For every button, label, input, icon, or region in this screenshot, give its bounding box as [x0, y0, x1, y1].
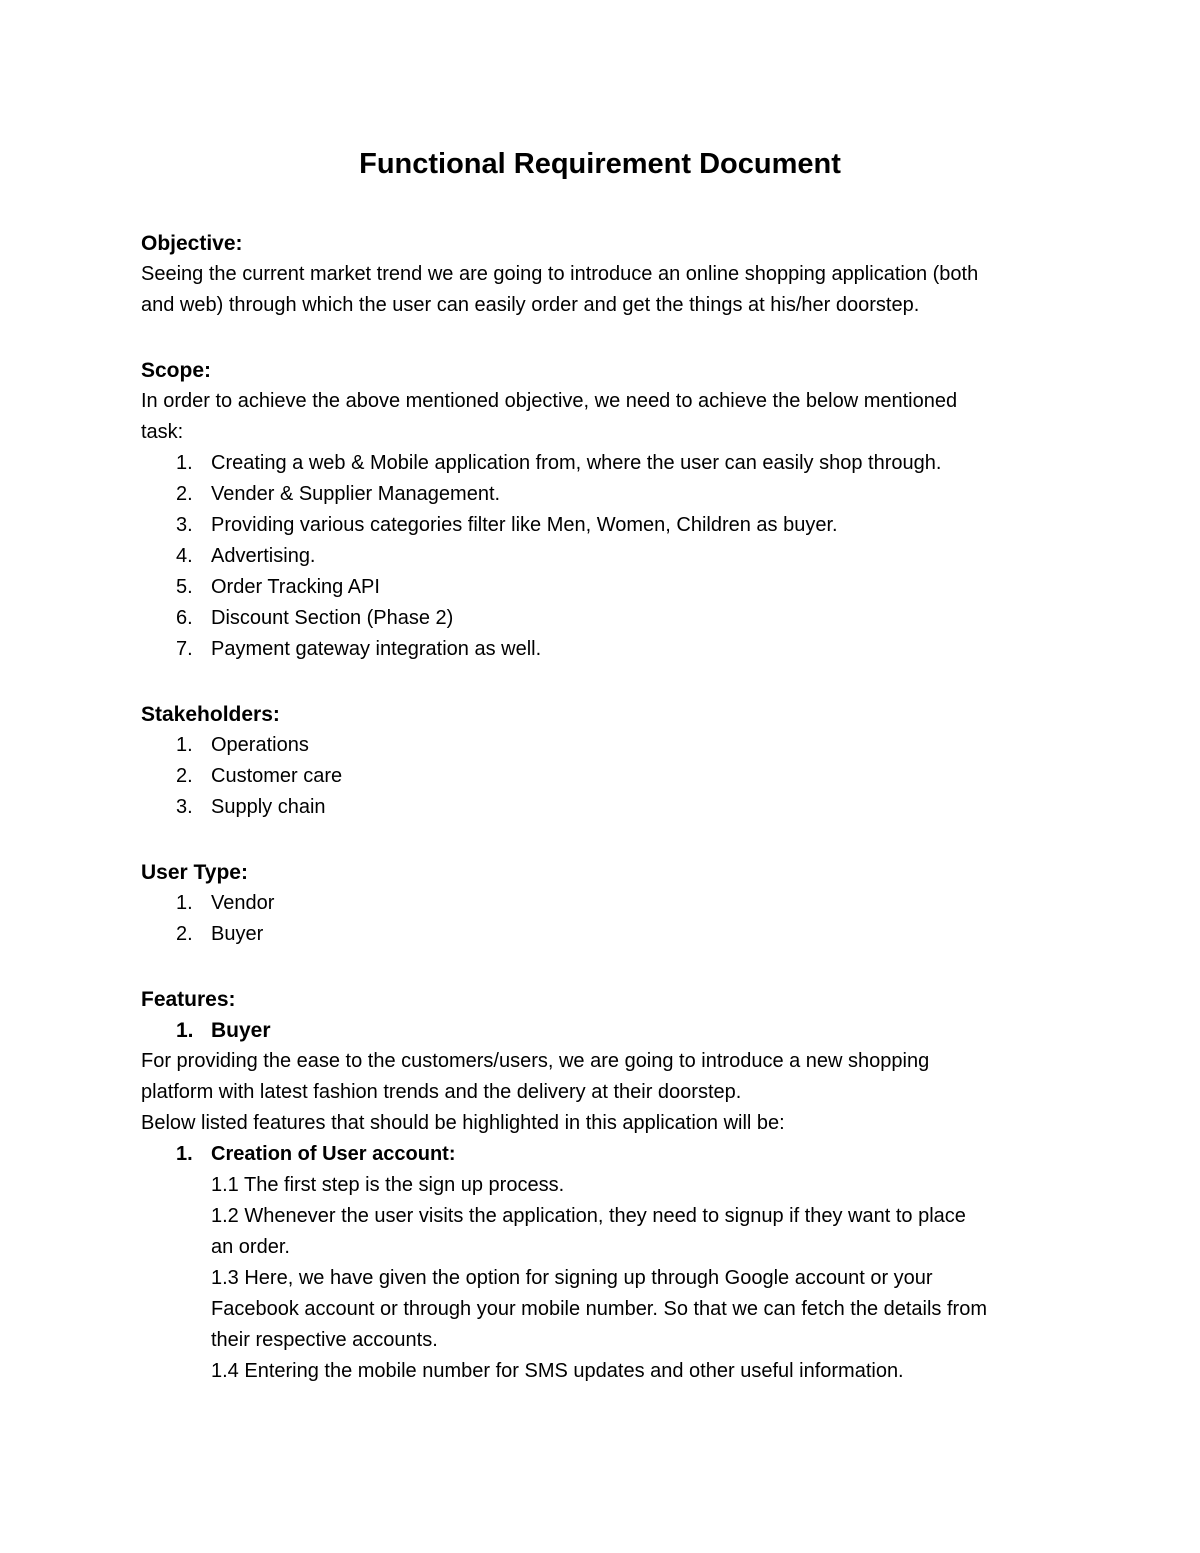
- list-item: [141, 919, 1071, 950]
- sub-list-line: Facebook account or through your mobile number. So that we can fetch the details from: [211, 1298, 987, 1320]
- features-line: Below listed features that should be highlighted in this application will be:: [141, 1112, 785, 1134]
- document-title: Functional Requirement Document: [359, 148, 841, 180]
- list-item-text: Buyer: [211, 1019, 271, 1042]
- list-item-text: Creation of User account:: [211, 1143, 456, 1165]
- list-number: 1.: [176, 452, 193, 474]
- list-item: [141, 792, 1071, 823]
- feature-account-item: [141, 1139, 1071, 1170]
- list-number: 2.: [176, 483, 193, 505]
- scope-line: task:: [141, 421, 184, 443]
- user-type-heading: User Type:: [141, 861, 248, 884]
- sub-list-line: their respective accounts.: [211, 1329, 438, 1351]
- sub-list-line: an order.: [211, 1236, 290, 1258]
- stakeholders-list: [141, 730, 1071, 823]
- list-item: [141, 448, 1071, 479]
- list-number: 4.: [176, 545, 193, 567]
- user-type-section: [141, 857, 1071, 950]
- list-item: [141, 603, 1071, 634]
- list-item-text: Vendor: [211, 892, 275, 914]
- feature-buyer-item: [141, 1015, 1071, 1046]
- list-item: [141, 634, 1071, 665]
- list-number: 1.: [176, 1143, 193, 1165]
- list-item-text: Advertising.: [211, 545, 316, 567]
- features-top-list: [141, 1015, 1071, 1046]
- list-number: 1.: [176, 1019, 194, 1042]
- scope-list: [141, 448, 1071, 665]
- list-number: 3.: [176, 514, 193, 536]
- list-item: [141, 761, 1071, 792]
- scope-heading: Scope:: [141, 359, 212, 382]
- list-item-text: Payment gateway integration as well.: [211, 638, 542, 660]
- list-number: 5.: [176, 576, 193, 598]
- list-number: 2.: [176, 923, 193, 945]
- scope-section: [141, 355, 1071, 665]
- list-item: [141, 730, 1071, 761]
- stakeholders-section: [141, 699, 1071, 823]
- list-number: 7.: [176, 638, 193, 660]
- list-number: 1.: [176, 892, 193, 914]
- list-item-text: Operations: [211, 734, 309, 756]
- objective-line: and web) through which the user can easily order and get the things at his/her doorstep.: [141, 294, 920, 316]
- list-item: [141, 479, 1071, 510]
- sub-list-line: 1.4 Entering the mobile number for SMS updates and other useful information.: [211, 1360, 904, 1382]
- list-item-text: Vender & Supplier Management.: [211, 483, 501, 505]
- list-item-text: Discount Section (Phase 2): [211, 607, 454, 629]
- features-line: For providing the ease to the customers/users, we are going to introduce a new shopping: [141, 1050, 930, 1072]
- features-line: platform with latest fashion trends and the delivery at their doorstep.: [141, 1081, 742, 1103]
- objective-section: [141, 228, 1071, 321]
- list-item: [141, 541, 1071, 572]
- list-item-text: Creating a web & Mobile application from, where the user can easily shop through.: [211, 452, 942, 474]
- list-item-text: Providing various categories filter like Men, Women, Children as buyer.: [211, 514, 838, 536]
- objective-heading: Objective:: [141, 232, 243, 255]
- list-item-text: Customer care: [211, 765, 343, 787]
- sub-list-line: 1.1 The first step is the sign up process.: [211, 1174, 565, 1196]
- user-type-list: [141, 888, 1071, 950]
- objective-line: Seeing the current market trend we are going to introduce an online shopping application (both: [141, 263, 979, 285]
- list-number: 6.: [176, 607, 193, 629]
- list-item-text: Supply chain: [211, 796, 326, 818]
- list-item: [141, 888, 1071, 919]
- list-item: [141, 510, 1071, 541]
- list-number: 1.: [176, 734, 193, 756]
- document-body: [141, 228, 1071, 1387]
- scope-line: In order to achieve the above mentioned objective, we need to achieve the below mentioned: [141, 390, 958, 412]
- stakeholders-heading: Stakeholders:: [141, 703, 280, 726]
- features-heading: Features:: [141, 988, 236, 1011]
- list-item-text: Buyer: [211, 923, 264, 945]
- sub-list-line: 1.3 Here, we have given the option for signing up through Google account or your: [211, 1267, 933, 1289]
- list-number: 3.: [176, 796, 193, 818]
- list-item-text: Order Tracking API: [211, 576, 380, 598]
- account-sub-list: [141, 1170, 1071, 1387]
- sub-list-line: 1.2 Whenever the user visits the application, they need to signup if they want to place: [211, 1205, 966, 1227]
- list-number: 2.: [176, 765, 193, 787]
- features-account-list: [141, 1139, 1071, 1170]
- list-item: [141, 572, 1071, 603]
- features-section: [141, 984, 1071, 1387]
